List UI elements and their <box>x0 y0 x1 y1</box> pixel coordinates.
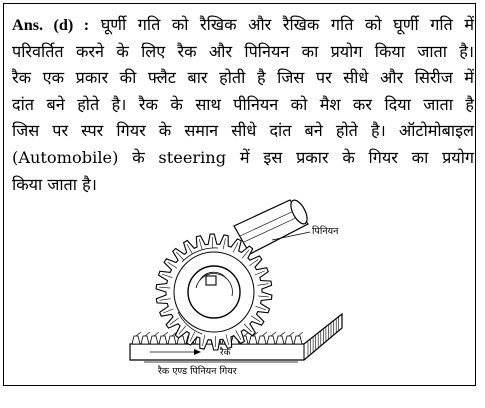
figure-caption: रैक एण्ड पिनियन गियर <box>158 366 237 377</box>
answer-line-2: परिवर्तित करने के लिए रैक और पिनियन का प्रयोग किया जाता है। <box>12 41 474 61</box>
answer-text <box>12 12 474 198</box>
rack-and-pinion-drawing <box>122 196 352 381</box>
pinion-label: पिनियन <box>312 226 339 237</box>
answer-line-1-text: घूर्णी गति को रैखिक और रैखिक गति को घूर्णी गति में <box>100 15 475 34</box>
answer-line-7: किया जाता है। <box>12 174 97 194</box>
answer-line-4: दांत बने होते है। रैक के साथ पीनियन को मैश कर दिया जाता है <box>12 94 474 114</box>
answer-line-1 <box>12 12 474 39</box>
answer-line-3: रैक एक प्रकार की फ्लैट बार होती है जिस पर सीधे और सिरीज में <box>12 68 474 88</box>
keyway <box>206 276 216 285</box>
answer-label: Ans. (d) : <box>12 16 90 34</box>
answer-line-6: (Automobile) के steering में इस प्रकार के गियर का प्रयोग <box>12 147 474 167</box>
pinion-shaft <box>234 198 310 254</box>
answer-line-5: जिस पर स्पर गियर के समान सीधे दांत बने होते है। ऑटोमोबाइल <box>12 121 474 141</box>
rack-and-pinion-figure <box>122 196 352 381</box>
rack-label: रैक <box>220 348 231 358</box>
